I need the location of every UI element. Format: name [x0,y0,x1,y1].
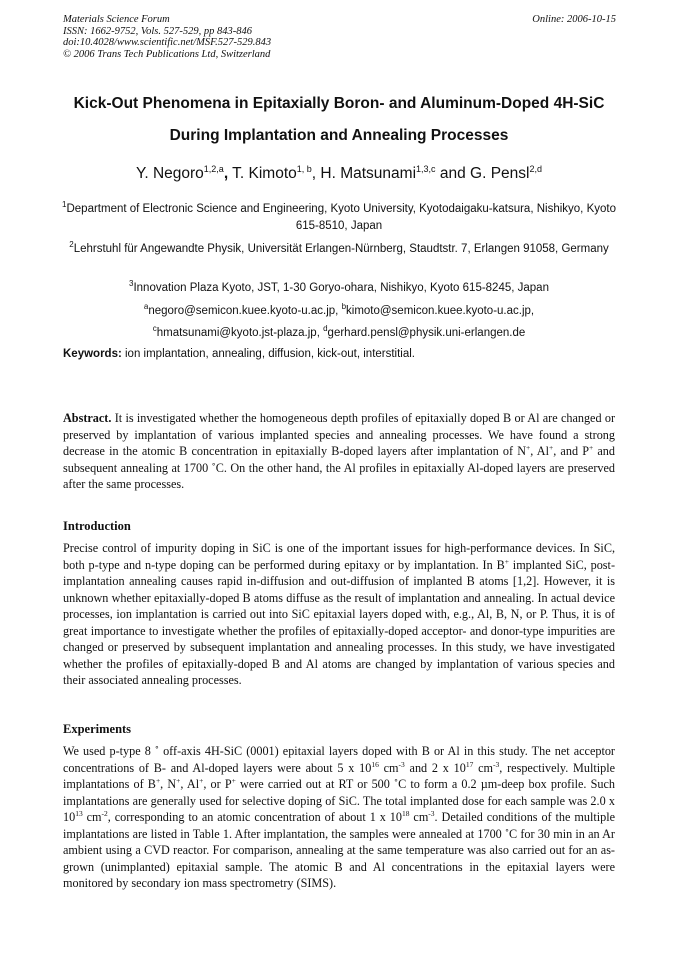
experiments-text: . Detailed conditions of the multiple implantations are listed in Table 1. After implantation, the samples were annealed at 1700 ˚C for 30 min in an Ar ambient using a CVD reactor. For comparison, annealing at the same temperature was also carried out for an as-grown (unimplanted) epitaxial sample. The atomic B and Al concentrations in the epitaxial layers were monitored by secondary ion mass spectrometry (SIMS). [63,810,615,890]
experiments-body [63,743,615,892]
author-separator: , [311,165,317,183]
author-name: T. Kimoto [232,165,297,183]
email-marker-b: b [341,302,347,311]
paper-title [40,88,638,152]
author-superscript: 1, b [296,164,312,174]
abstract-text: , and P [553,444,589,458]
affiliation-3 [60,275,618,297]
affiliation-1 [60,196,618,235]
experiments-text: and 2 x 10 [404,760,466,775]
affiliation-marker: 3 [129,279,134,288]
keywords-label: Keywords: [63,348,122,360]
ion-charge: + [231,775,236,785]
abstract-text: and subsequent annealing at 1700 ˚C. On the other hand, the Al profiles in epitaxially Al-doped layers are preserved after the same processes. [63,444,615,491]
affiliation-text: Lehrstuhl für Angewandte Physik, Universität Erlangen-Nürnberg, Staudtstr. 7, Erlangen 91058, Germany [73,242,609,255]
exponent: 18 [401,808,410,818]
title-line-1: Kick-Out Phenomena in Epitaxially Boron- and Aluminum-Doped 4H-SiC [73,95,605,112]
title-line-2: During Implantation and Annealing Processes [169,127,509,144]
author-name: G. Pensl [470,165,530,183]
experiments-text: cm [82,810,102,824]
section-heading-experiments: Experiments [63,722,132,736]
affiliation-text: Innovation Plaza Kyoto, JST, 1-30 Goryo-ohara, Nishikyo, Kyoto 615-8245, Japan [133,281,549,294]
exponent: 16 [371,759,379,769]
ion-charge: + [548,442,554,452]
abstract-text: It is investigated whether the homogeneous depth profiles of epitaxially doped B or Al are changed or preserved by implantation of various implanted species and annealing processes. We have found a strong decrease in the atomic B concentration in epitaxially B-doped layers after implantation of N [63,411,616,458]
email-b[interactable]: kimoto@semicon.kuee.kyoto-u.ac.jp, [346,304,535,317]
introduction-body [63,540,615,689]
author-separator: , [223,165,229,183]
email-d[interactable]: gerhard.pensl@physik.uni-erlangen.de [327,326,526,339]
affiliation-text: Department of Electronic Science and Engineering, Kyoto University, Kyotodaigaku-katsura, Nishikyo, Kyoto 615-8510, Japan [66,202,616,232]
email-marker-a: a [143,302,149,311]
abstract [63,410,615,493]
introduction-text: Precise control of impurity doping in SiC is one of the important issues for high-performance devices. In SiC, both p-type and n-type doping can be performed during epitaxy or by implantation. In B [63,541,615,572]
experiments-text: We used p-type 8 ˚ off-axis 4H-SiC (0001) epitaxial layers doped with B or Al in this study. The net acceptor concentrations of B- and Al-doped layers were about 5 x 10 [63,744,615,775]
experiments-text: cm [378,760,399,775]
email-marker-c: c [152,323,157,333]
experiments-text: , corresponding to an atomic concentration of about 1 x 10 [107,810,402,824]
abstract-label: Abstract. [63,411,112,425]
abstract-text: , Al [530,444,549,458]
section-heading-introduction: Introduction [63,519,131,533]
author-superscript: 1,2,a [203,164,224,174]
experiments-text: were carried out at RT or 500 ˚C to form a 0.2 µm-deep box profile. Such implantations are generally used for selective doping of SiC. The total implanted dose for each sample was 2.0 x 10 [63,777,615,824]
exponent: -3 [493,759,500,769]
author-name: H. Matsunami [320,165,417,183]
doi-line: doi:10.4028/www.scientific.net/MSF.527-529.843 [63,37,272,48]
affiliation-2 [60,236,618,258]
introduction-text: implanted SiC, post-implantation annealing causes rapid in-diffusion and out-diffusion of implanted B atoms [1,2]. However, it is unknown whether epitaxially-doped B atoms diffuse as the result of implantation and annealing. In actual device processes, ion implantation is carried out into SiC epitaxial layers doped with, e.g., Al, B, N, or P. Thus, it is of great importance to investigate whether the profiles of epitaxially-doped acceptor- and donor-type impurities are changed or preserved by subsequent implantation and annealing processes. In this study, we have investigated whether the profiles of epitaxially-doped B and Al atoms are changed by implantation of various species and their associated annealing processes. [63,557,615,687]
email-marker-d: d [323,323,328,333]
online-date: Online: 2006-10-15 [532,14,616,25]
email-c[interactable]: hmatsunami@kyoto.jst-plaza.jp, [156,326,320,339]
keywords [63,348,616,360]
issn-line: ISSN: 1662-9752, Vols. 527-529, pp 843-846 [63,25,252,37]
page-header [63,14,616,60]
journal-name: Materials Science Forum [63,14,170,25]
author-superscript: 2,d [529,164,542,174]
affiliation-marker: 1 [62,200,67,209]
ion-charge: + [526,442,531,452]
author-separator: and [435,165,466,183]
email-list [60,298,618,342]
author-name: Y. Negoro [135,165,204,183]
ion-charge: + [155,775,161,785]
ion-charge: + [504,556,509,566]
ion-charge: + [176,775,181,785]
exponent: 17 [465,759,474,769]
exponent: -3 [428,808,435,818]
experiments-text: , Al [180,777,200,791]
ion-charge: + [199,775,204,785]
author-superscript: 1,3,c [416,164,436,174]
exponent: 13 [75,808,83,818]
exponent: -3 [398,759,405,769]
author-list [40,164,638,183]
exponent: -2 [101,808,108,818]
experiments-text: , N [160,777,177,791]
experiments-text: , or P [203,777,232,791]
email-a[interactable]: negoro@semicon.kuee.kyoto-u.ac.jp, [148,304,339,317]
copyright-line: © 2006 Trans Tech Publications Ltd, Switzerland [63,48,271,60]
experiments-text: cm [409,810,429,824]
ion-charge: + [588,442,594,452]
keywords-text: ion implantation, annealing, diffusion, kick-out, interstitial. [125,348,416,360]
experiments-text: , respectively. Multiple implantations of B [63,760,615,791]
affiliation-marker: 2 [69,240,74,249]
experiments-text: cm [473,760,494,775]
